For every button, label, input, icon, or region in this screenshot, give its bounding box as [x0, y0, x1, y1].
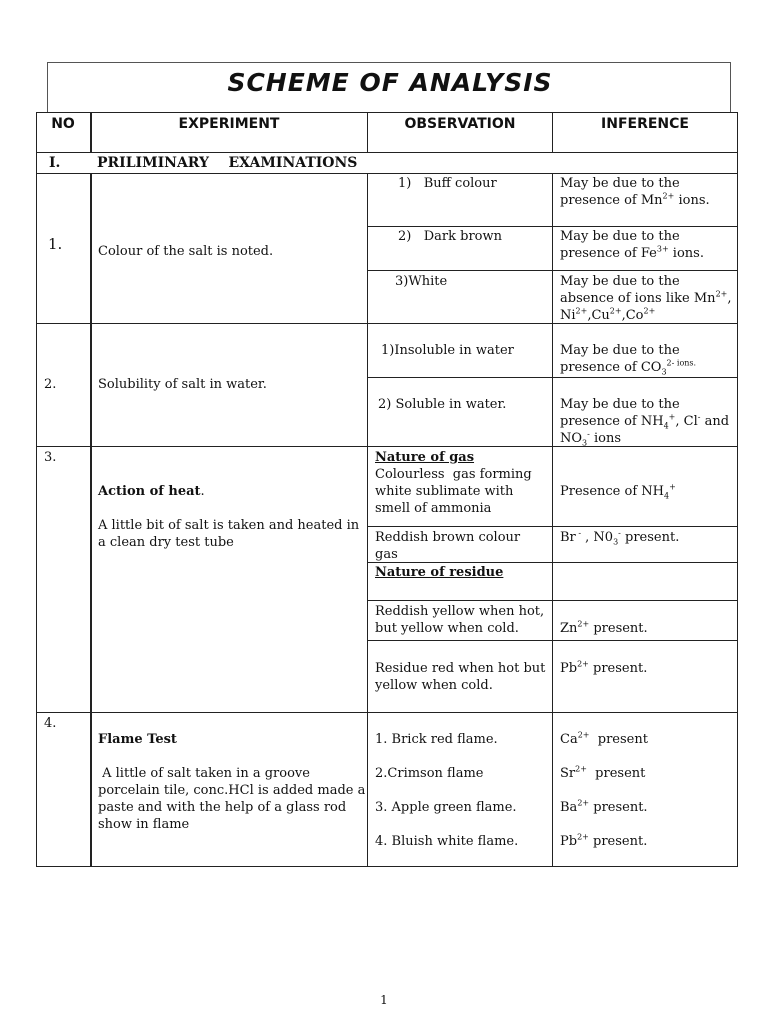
col-exp-divider — [367, 173, 368, 867]
row3-exp-title: Action of heat. — [98, 484, 205, 499]
table-bottom-border — [36, 866, 737, 867]
row1-inf-2: May be due to the presence of $Fe^{3+}$ ions. — [560, 229, 704, 261]
col-no-divider — [90, 173, 92, 867]
row1-obs-2: 2) Dark brown — [398, 229, 502, 244]
row2-inf-2: May be due to the presence of $NH_4^+$, Cl- and $NO_3^-$ ions — [560, 397, 730, 448]
page-title: SCHEME OF ANALYSIS — [227, 68, 553, 97]
table-top-border — [36, 112, 737, 113]
row1-obs-1: 1) Buff colour — [398, 176, 497, 191]
page-number: 1 — [380, 993, 388, 1007]
row4-inf-3: $Ba^{2+}$ present. — [560, 798, 648, 815]
row3-residue-heading: Nature of residue — [375, 565, 504, 580]
row1-number: 1. — [48, 235, 63, 253]
row1-experiment: Colour of the salt is noted. — [98, 244, 274, 259]
row3-gas-obs-1: Colourless gas forming white sublimate with smell of ammonia — [375, 467, 532, 516]
row3-res-inf-2: $Pb^{2+}$ present. — [560, 659, 648, 676]
row1-inf-3: May be due to the absence of ions like $Mn^{2+}$, $Ni^{2+},Cu^{2+},Co^{2+}$ — [560, 274, 732, 323]
row2-obs-2: 2) Soluble in water. — [378, 397, 507, 412]
section-bottom-border — [36, 173, 737, 174]
row4-inf-2: $Sr^{2+}$ present — [560, 764, 646, 781]
row3-number: 3. — [44, 450, 57, 465]
row4-exp-title: Flame Test — [98, 732, 177, 747]
row4-inf-1: $Ca^{2+}$ present — [560, 730, 648, 747]
row3-res-obs-2: Residue red when hot but yellow when cold. — [375, 661, 546, 693]
row3-res-inf-1: $Zn^{2+}$ present. — [560, 619, 648, 636]
row4-exp-desc: A little of salt taken in a groove porcelain tile, conc.HCl is added made a paste and with the help of a glass rod show in flame — [98, 766, 366, 832]
row4-obs-4: 4. Bluish white flame. — [375, 834, 519, 849]
row3-bottom-border — [36, 712, 737, 713]
row3-gas-heading: Nature of gas — [375, 450, 475, 465]
row4-obs-3: 3. Apple green flame. — [375, 800, 517, 815]
row4-inf-4: $Pb^{2+}$ present. — [560, 832, 648, 849]
row1-inf-1: May be due to the presence of $Mn^{2+}$ ions. — [560, 176, 710, 208]
row3-gas-inf-1: Presence of $NH_4^+$ — [560, 482, 676, 501]
header-inference: INFERENCE — [601, 116, 689, 132]
row3-gas-inf-2: Br - , $N0_3^-$ present. — [560, 528, 680, 547]
row2-obs-1: 1)Insoluble in water — [381, 343, 514, 358]
header-observation: OBSERVATION — [404, 116, 516, 132]
section-title: PRILIMINARY EXAMINATIONS — [97, 155, 358, 171]
row3-exp-desc: A little bit of salt is taken and heated in a clean dry test tube — [98, 518, 360, 550]
row2-experiment: Solubility of salt in water. — [98, 377, 267, 392]
row1-obs-3: 3)White — [395, 274, 448, 289]
table-right-border — [737, 112, 738, 867]
row4-obs-1: 1. Brick red flame. — [375, 732, 498, 747]
row4-obs-2: 2.Crimson flame — [375, 766, 484, 781]
header-no: NO — [51, 116, 75, 132]
col-obs-divider — [552, 173, 553, 867]
header-experiment: EXPERIMENT — [178, 116, 280, 132]
header-bottom-border — [36, 152, 737, 153]
row2-inf-1: May be due to the presence of $CO_3^{2- ions.}$ — [560, 343, 697, 377]
row3-res-obs-1: Reddish yellow when hot, but yellow when cold. — [375, 604, 545, 636]
table-left-border — [36, 112, 37, 867]
row4-number: 4. — [44, 716, 57, 731]
section-number: I. — [49, 155, 61, 171]
row3-gas-obs-2: Reddish brown colour gas — [375, 530, 521, 562]
row2-number: 2. — [44, 377, 57, 392]
